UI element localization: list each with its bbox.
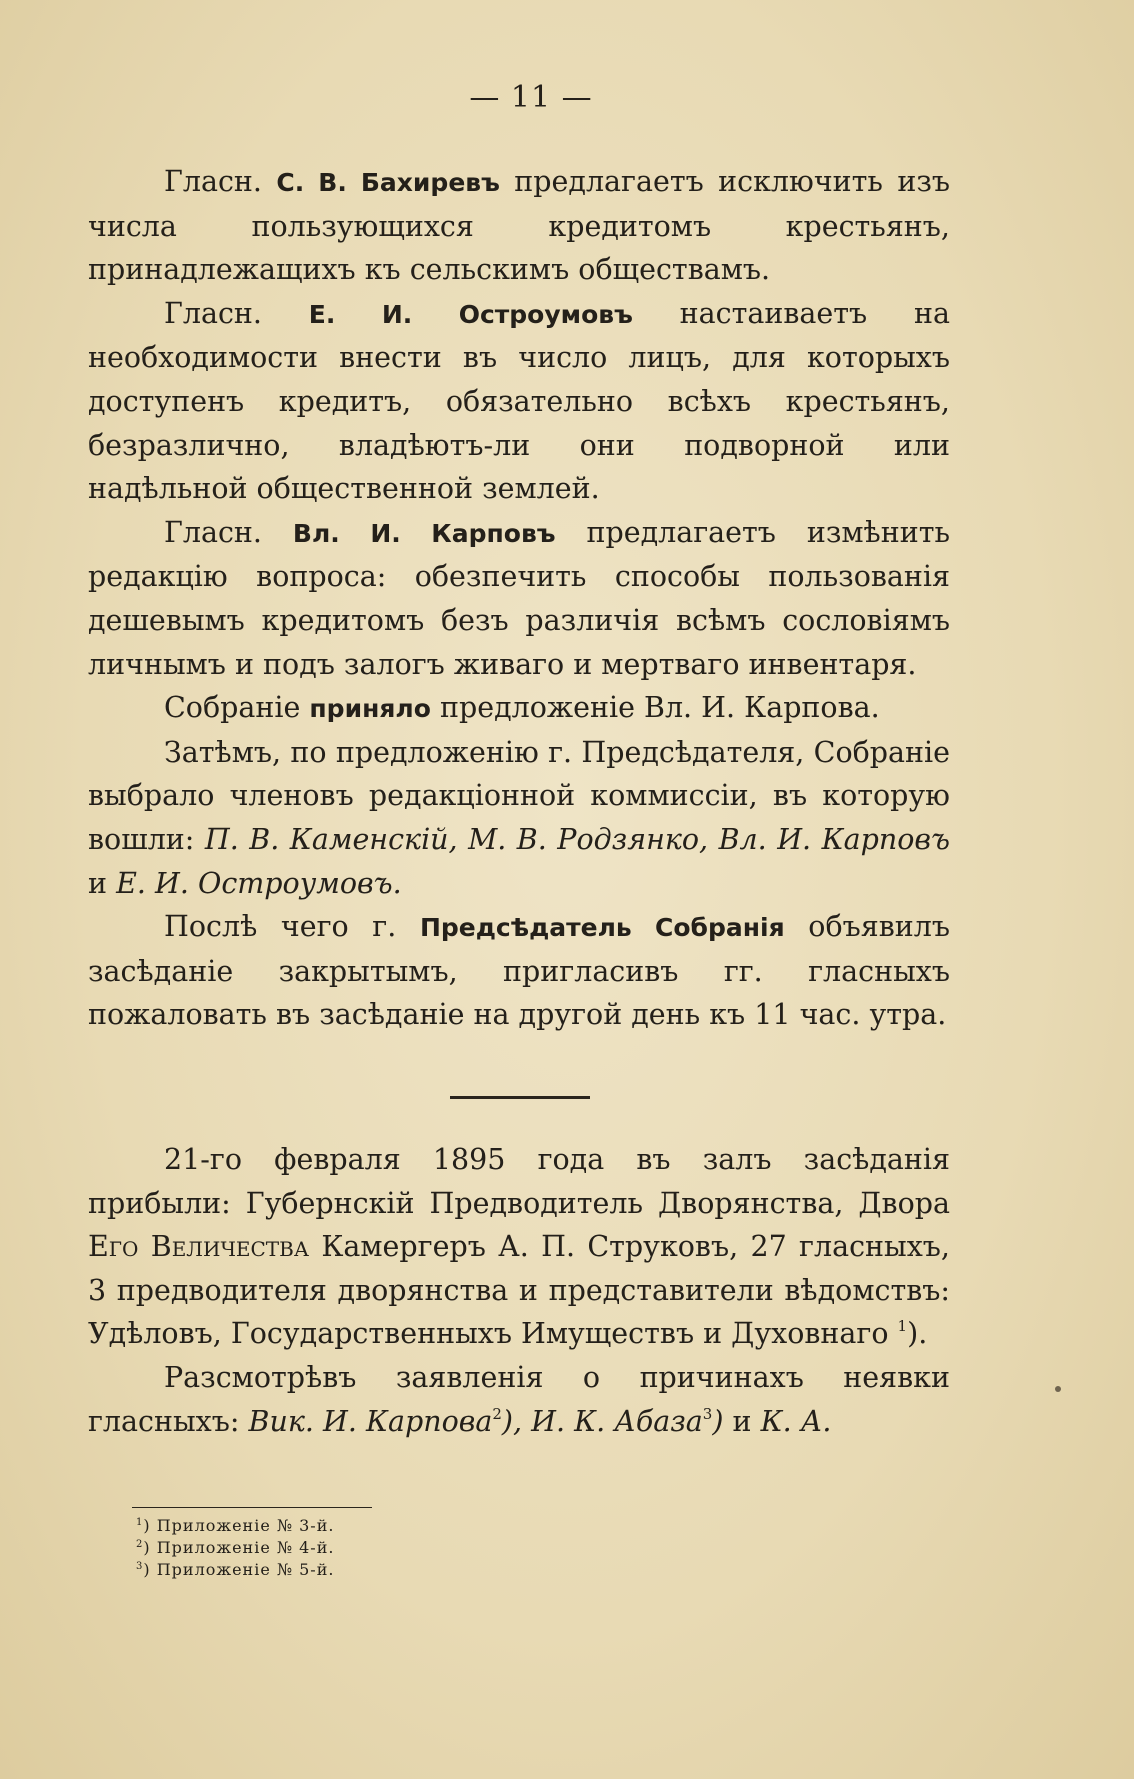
paragraph-text: предлагаетъ исключить изъ числа пользующихся кредитомъ крестьянъ, принадлежащихъ къ сельскимъ обществамъ.: [88, 165, 951, 287]
paragraph-ostroumov: [88, 292, 950, 511]
footnote-text: ) Приложеніе № 4-й.: [143, 1538, 335, 1557]
paragraph-closing: [88, 905, 950, 1037]
paragraph-text: настаиваетъ на необходимости внести въ число лицъ, для которыхъ доступенъ кредитъ, обязательно всѣхъ крестьянъ, безразлично, владѣютъ-ли они подворной или надѣльной общественной землей.: [88, 296, 950, 506]
absent-name-3: К. А.: [760, 1404, 832, 1438]
footnote-mark: 3: [136, 1561, 144, 1572]
paragraph-text: Затѣмъ, по предложенію г. Предсѣдателя, Собраніе выбрало членовъ редакціонной коммиссіи, въ которую вошли:: [88, 735, 950, 856]
paragraph-lead: Гласн.: [164, 515, 262, 549]
footnote-3: [136, 1559, 636, 1581]
absent-name-1: Вик. И. Карпова: [248, 1404, 493, 1438]
page-number: — 11 —: [469, 80, 593, 115]
section-divider: [450, 1096, 590, 1099]
paragraph-text: Камергеръ А. П. Струковъ, 27 гласныхъ, 3 предводителя дворянства и представители вѣдомствъ: Удѣловъ, Государственныхъ Имуществъ и Духовнаго: [88, 1230, 950, 1351]
footnotes: [136, 1515, 636, 1581]
paragraph-karpov: [88, 511, 950, 686]
footnote-mark: 1: [136, 1517, 144, 1528]
paragraph-text: 21-го февраля 1895 года въ залъ засѣданія прибыли: Губернскій Предводитель Дворянства, Двора: [88, 1143, 950, 1220]
paragraph-commission: [88, 731, 950, 905]
paragraph-attendance: [88, 1138, 950, 1356]
conjunction: и: [88, 866, 107, 900]
paragraph-text: объявилъ засѣданіе закрытымъ, пригласивъ гг. гласныхъ пожаловать въ засѣданіе на другой день къ 11 час. утра.: [88, 910, 950, 1032]
footnote-text: ) Приложеніе № 3-й.: [143, 1516, 335, 1535]
paragraph-end: ).: [907, 1317, 928, 1351]
paragraph-lead: Собраніе: [164, 691, 301, 725]
commission-members: П. В. Каменскій, М. В. Родзянко, Вл. И. Карповъ: [204, 822, 950, 856]
speaker-name: Вл. И. Карповъ: [292, 518, 556, 548]
footnote-text: ) Приложеніе № 5-й.: [143, 1560, 335, 1579]
paragraph-lead: Гласн.: [164, 165, 262, 198]
conjunction: и: [732, 1404, 752, 1438]
paragraph-lead: Послѣ чего г.: [164, 910, 397, 944]
footnote-ref-1[interactable]: 1: [897, 1317, 908, 1336]
paragraph-text: предложеніе Вл. И. Карпова.: [439, 691, 880, 725]
footnote-divider: [132, 1507, 372, 1508]
paragraph-text: предлагаетъ измѣнить редакцію вопроса: обезпечить способы пользованія дешевымъ кредитомъ безъ различія всѣмъ сословіямъ личнымъ и подъ залогъ живаго и мертваго инвентаря.: [88, 515, 951, 681]
paragraph-lead: Гласн.: [164, 296, 262, 330]
paragraph-text: Разсмотрѣвъ заявленія о причинахъ неявки гласныхъ:: [88, 1360, 950, 1438]
second-session-text: [88, 1138, 950, 1443]
title-small-caps: Его Величества: [88, 1230, 309, 1264]
absent-name-2: И. К. Абаза: [531, 1404, 703, 1438]
paragraph-absences: Разсмотрѣвъ заявленія о причинахъ неявки гласныхъ: Вик. И. Карпова$^2$), И. К. Абаза$^3$) и К. А.: [88, 1360, 950, 1438]
main-text: [88, 160, 950, 1037]
paper-speck: [1055, 1386, 1061, 1392]
footnote-ref-3[interactable]: 3: [702, 1404, 713, 1423]
footnote-ref-2[interactable]: 2: [492, 1404, 502, 1423]
commission-last-member: Е. И. Остроумовъ.: [116, 866, 402, 900]
chairman-title: Предсѣдатель Собранія: [419, 913, 785, 943]
paragraph-decision: [88, 686, 950, 731]
speaker-name: Е. И. Остроумовъ: [308, 299, 633, 329]
footnote-1: [136, 1515, 636, 1537]
footnote-2: [136, 1537, 636, 1559]
decision-word: приняло: [309, 694, 431, 724]
footnote-mark: 2: [136, 1539, 144, 1550]
speaker-name: С. В. Бахиревъ: [276, 168, 500, 197]
paragraph-bakhirev: [88, 160, 950, 292]
